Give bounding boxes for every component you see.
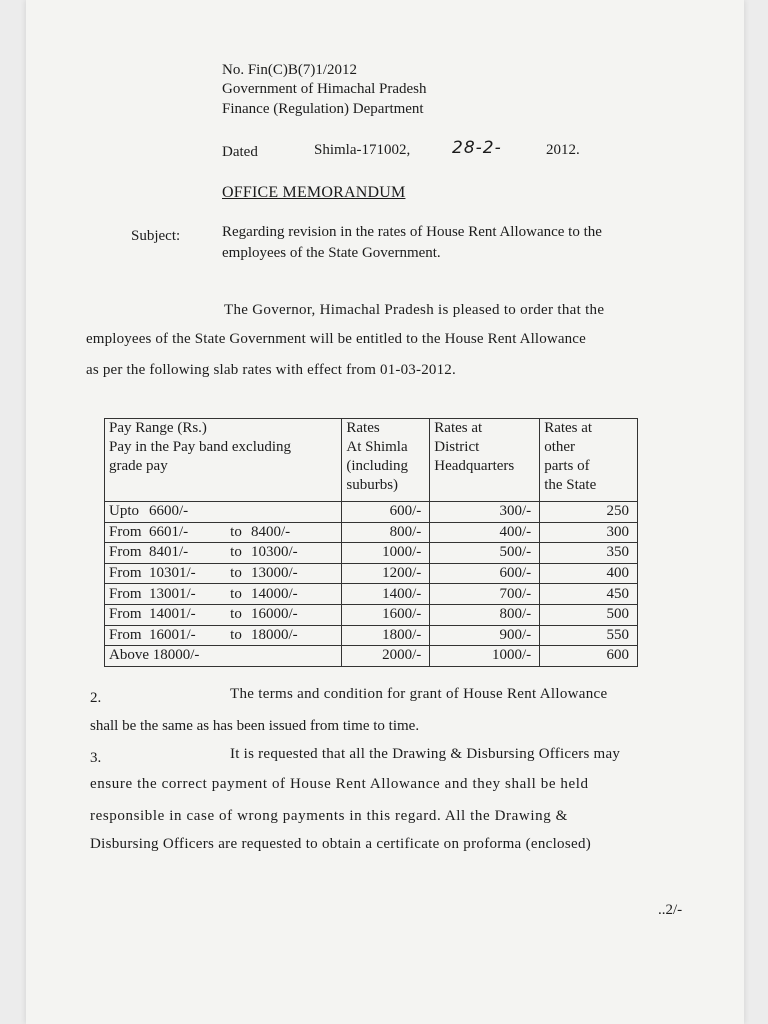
para-3-line-1: It is requested that all the Drawing & Disbursing Officers may <box>230 746 621 762</box>
intro-line-2: employees of the State Government will be entitled to the House Rent Allowance <box>86 331 586 347</box>
other-rate-cell: 550 <box>540 625 638 646</box>
para-2-line-2: shall be the same as has been issued from time to time. <box>90 718 420 734</box>
pay-range-cell: From 16001/- to 18000/- <box>105 625 342 646</box>
shimla-rate-cell: 1600/- <box>342 604 430 625</box>
pay-range-cell: Above 18000/- <box>105 646 342 667</box>
shimla-rate-cell: 800/- <box>342 522 430 543</box>
para-2-line-1: The terms and condition for grant of House Rent Allowance <box>230 686 608 702</box>
intro-line-3: as per the following slab rates with effect from 01-03-2012. <box>86 362 456 378</box>
subject-line-1: Regarding revision in the rates of House Rent Allowance to the <box>222 224 602 240</box>
pay-range-cell: From 13001/- to 14000/- <box>105 584 342 605</box>
district-rate-cell: 300/- <box>430 502 540 523</box>
table-row <box>105 646 638 667</box>
table-row <box>105 563 638 584</box>
district-rate-cell: 800/- <box>430 604 540 625</box>
shimla-rate-cell: 600/- <box>342 502 430 523</box>
other-rate-cell: 400 <box>540 563 638 584</box>
other-rate-cell: 350 <box>540 543 638 564</box>
place-and-pin: Shimla-171002, <box>314 142 411 158</box>
subject-line-2: employees of the State Government. <box>222 245 441 261</box>
other-rate-cell: 250 <box>540 502 638 523</box>
district-rate-cell: 600/- <box>430 563 540 584</box>
district-rate-cell: 400/- <box>430 522 540 543</box>
dated-label: Dated <box>222 144 258 160</box>
table-row <box>105 584 638 605</box>
intro-line-1: The Governor, Himachal Pradesh is pleased to order that the <box>224 302 605 318</box>
pay-range-cell: From 10301/- to 13000/- <box>105 563 342 584</box>
district-rate-cell: 900/- <box>430 625 540 646</box>
page-continuation-marker: ..2/- <box>658 902 683 918</box>
pay-range-cell: From 8401/- to 10300/- <box>105 543 342 564</box>
para-3-line-2: ensure the correct payment of House Rent Allowance and they shall be held <box>90 776 589 792</box>
para-3-line-3: responsible in case of wrong payments in this regard. All the Drawing & <box>90 808 568 824</box>
table-row <box>105 502 638 523</box>
header-pay-range: Pay Range (Rs.) Pay in the Pay band excluding grade pay <box>105 419 342 502</box>
government-name: Government of Himachal Pradesh <box>222 81 427 97</box>
shimla-rate-cell: 1800/- <box>342 625 430 646</box>
para-2-number: 2. <box>90 690 102 706</box>
date-year: 2012. <box>546 142 580 158</box>
memorandum-title: OFFICE MEMORANDUM <box>222 184 406 201</box>
table-header-row <box>105 419 638 502</box>
shimla-rate-cell: 2000/- <box>342 646 430 667</box>
table-row <box>105 625 638 646</box>
department-name: Finance (Regulation) Department <box>222 101 424 117</box>
other-rate-cell: 450 <box>540 584 638 605</box>
district-rate-cell: 700/- <box>430 584 540 605</box>
para-3-number: 3. <box>90 750 102 766</box>
other-rate-cell: 300 <box>540 522 638 543</box>
pay-range-cell: Upto 6600/- <box>105 502 342 523</box>
other-rate-cell: 500 <box>540 604 638 625</box>
subject-label: Subject: <box>131 228 181 244</box>
shimla-rate-cell: 1400/- <box>342 584 430 605</box>
header-rates-shimla: Rates At Shimla (including suburbs) <box>342 419 430 502</box>
pay-range-cell: From 6601/- to 8400/- <box>105 522 342 543</box>
reference-number: No. Fin(C)B(7)1/2012 <box>222 62 357 78</box>
table-row <box>105 543 638 564</box>
pay-range-cell: From 14001/- to 16000/- <box>105 604 342 625</box>
table-row <box>105 604 638 625</box>
hra-rates-table <box>104 418 638 668</box>
shimla-rate-cell: 1200/- <box>342 563 430 584</box>
header-rates-district: Rates at District Headquarters <box>430 419 540 502</box>
district-rate-cell: 500/- <box>430 543 540 564</box>
other-rate-cell: 600 <box>540 646 638 667</box>
shimla-rate-cell: 1000/- <box>342 543 430 564</box>
table-row <box>105 522 638 543</box>
header-rates-other: Rates at other parts of the State <box>540 419 638 502</box>
handwritten-date: 28-2- <box>452 138 502 158</box>
district-rate-cell: 1000/- <box>430 646 540 667</box>
para-3-line-4: Disbursing Officers are requested to obtain a certificate on proforma (enclosed) <box>90 836 592 852</box>
